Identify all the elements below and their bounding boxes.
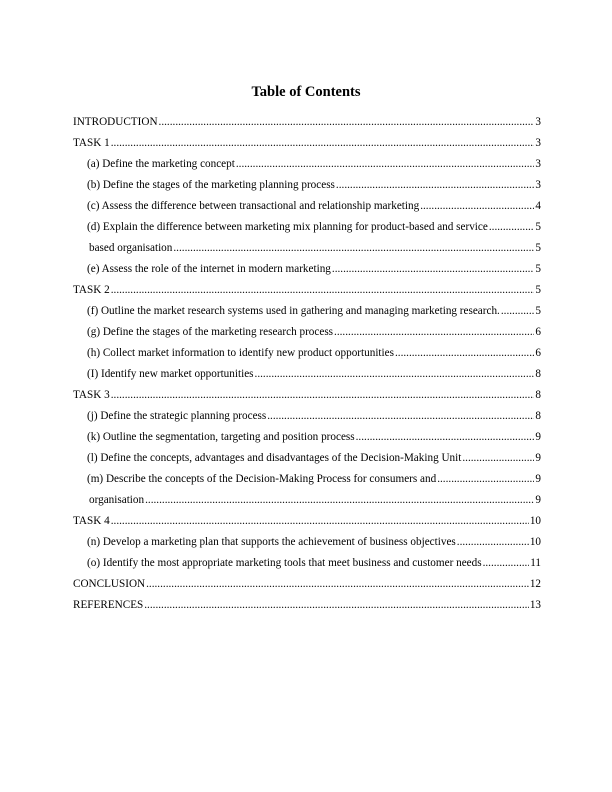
toc-entry-text: (m) Describe the concepts of the Decision-Making Process for consumers and	[87, 473, 437, 485]
toc-page-number: 5	[535, 284, 541, 296]
toc-dot-leader	[395, 343, 534, 364]
toc-entry[interactable]	[73, 574, 541, 595]
toc-entry-text: (b) Define the stages of the marketing planning process	[87, 179, 335, 191]
toc-entry[interactable]	[73, 364, 541, 385]
toc-entry-text: TASK 1	[73, 137, 110, 149]
toc-entry[interactable]	[73, 112, 541, 133]
toc-page-number: 9	[535, 431, 541, 443]
toc-dot-leader	[145, 490, 534, 511]
toc-entry[interactable]	[73, 238, 541, 259]
toc-page-number: 5	[535, 263, 541, 275]
toc-entry-text: CONCLUSION	[73, 578, 146, 590]
toc-entry[interactable]	[73, 217, 541, 238]
toc-dot-leader	[334, 322, 534, 343]
toc-page-number: 10	[529, 536, 541, 548]
toc-entry-text: (h) Collect market information to identify new product opportunities	[87, 347, 394, 359]
toc-entry[interactable]	[73, 322, 541, 343]
toc-entry[interactable]	[73, 427, 541, 448]
toc-entry[interactable]	[73, 133, 541, 154]
toc-dot-leader	[483, 553, 530, 574]
toc-page-number: 6	[535, 347, 541, 359]
toc-entry-text: (I) Identify new market opportunities	[87, 368, 254, 380]
toc-dot-leader	[146, 574, 529, 595]
toc-entry-text: organisation	[89, 494, 145, 506]
toc-page-number: 5	[535, 221, 541, 233]
toc-page-number: 9	[535, 473, 541, 485]
toc-entry-text: (d) Explain the difference between marketing mix planning for product-based and service	[87, 221, 488, 233]
toc-page-number: 5	[535, 305, 541, 317]
toc-entry-text: (j) Define the strategic planning process	[87, 410, 267, 422]
toc-dot-leader	[111, 280, 535, 301]
toc-page-number: 10	[529, 515, 541, 527]
toc-entry-text: (l) Define the concepts, advantages and disadvantages of the Decision-Making Unit	[87, 452, 462, 464]
toc-entry-text: (a) Define the marketing concept	[87, 158, 235, 170]
toc-dot-leader	[356, 427, 535, 448]
toc-dot-leader	[437, 469, 534, 490]
toc-dot-leader	[462, 448, 534, 469]
toc-page-number: 9	[535, 494, 541, 506]
toc-entry[interactable]	[73, 532, 541, 553]
toc-entry[interactable]	[73, 448, 541, 469]
toc-dot-leader	[111, 133, 535, 154]
toc-entry[interactable]	[73, 490, 541, 511]
toc-dot-leader	[236, 154, 535, 175]
toc-entry-text: (e) Assess the role of the internet in modern marketing	[87, 263, 331, 275]
toc-entry[interactable]	[73, 280, 541, 301]
toc-dot-leader	[173, 238, 534, 259]
toc-page-number: 6	[535, 326, 541, 338]
toc-dot-leader	[457, 532, 529, 553]
toc-entry[interactable]	[73, 385, 541, 406]
toc-entry-text: TASK 2	[73, 284, 110, 296]
toc-entry-text: (f) Outline the market research systems used in gathering and managing marketing research.	[87, 305, 500, 317]
toc-list	[73, 112, 541, 616]
toc-page-number: 8	[535, 389, 541, 401]
toc-dot-leader	[332, 259, 535, 280]
toc-page-number: 3	[535, 116, 541, 128]
toc-entry[interactable]	[73, 175, 541, 196]
toc-dot-leader	[267, 406, 534, 427]
toc-entry-text: TASK 3	[73, 389, 110, 401]
toc-entry[interactable]	[73, 406, 541, 427]
toc-entry-text: TASK 4	[73, 515, 110, 527]
toc-page-number: 4	[535, 200, 541, 212]
toc-entry-text: (c) Assess the difference between transactional and relationship marketing	[87, 200, 420, 212]
toc-entry[interactable]	[73, 301, 541, 322]
toc-page-number: 8	[535, 368, 541, 380]
toc-page-number: 3	[535, 137, 541, 149]
toc-page-number: 5	[535, 242, 541, 254]
toc-entry-text: based organisation	[89, 242, 173, 254]
toc-page-number: 8	[535, 410, 541, 422]
toc-entry[interactable]	[73, 343, 541, 364]
toc-dot-leader	[159, 112, 535, 133]
toc-dot-leader	[111, 511, 529, 532]
toc-dot-leader	[420, 196, 534, 217]
toc-page-number: 9	[535, 452, 541, 464]
toc-page-number: 11	[530, 557, 541, 569]
toc-entry-text: (g) Define the stages of the marketing research process	[87, 326, 334, 338]
toc-page-number: 3	[535, 179, 541, 191]
toc-dot-leader	[144, 595, 529, 616]
toc-entry[interactable]	[73, 553, 541, 574]
toc-page-number: 13	[529, 599, 541, 611]
toc-dot-leader	[489, 217, 535, 238]
toc-entry-text: INTRODUCTION	[73, 116, 158, 128]
toc-page-number: 12	[529, 578, 541, 590]
toc-entry[interactable]	[73, 259, 541, 280]
toc-entry[interactable]	[73, 511, 541, 532]
toc-entry-text: (k) Outline the segmentation, targeting and position process	[87, 431, 355, 443]
toc-dot-leader	[501, 301, 535, 322]
toc-entry[interactable]	[73, 595, 541, 616]
toc-entry-text: (n) Develop a marketing plan that supports the achievement of business objectives	[87, 536, 456, 548]
toc-page-number: 3	[535, 158, 541, 170]
toc-title: Table of Contents	[251, 84, 361, 100]
toc-entry[interactable]	[73, 154, 541, 175]
toc-entry[interactable]	[73, 469, 541, 490]
toc-dot-leader	[111, 385, 535, 406]
toc-entry-text: REFERENCES	[73, 599, 144, 611]
toc-dot-leader	[336, 175, 534, 196]
toc-entry-text: (o) Identify the most appropriate marketing tools that meet business and customer needs	[87, 557, 482, 569]
toc-dot-leader	[255, 364, 535, 385]
toc-entry[interactable]	[73, 196, 541, 217]
